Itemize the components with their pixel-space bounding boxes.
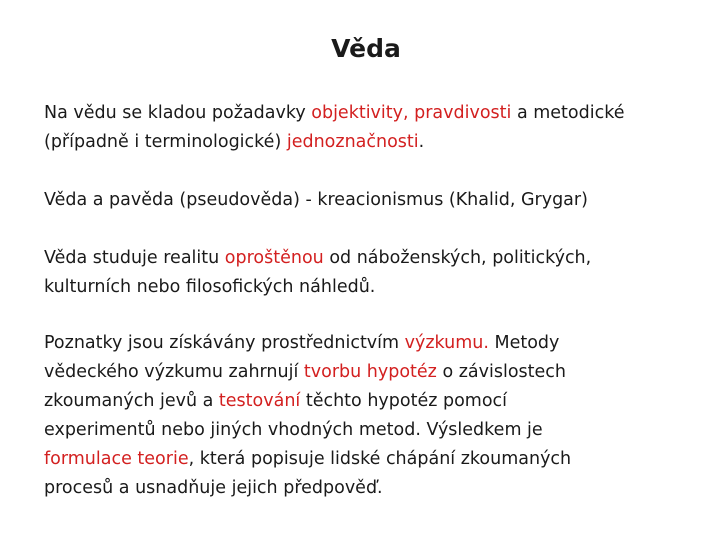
text-line <box>44 416 694 445</box>
highlighted-term: formulace teorie <box>44 449 189 469</box>
text-line <box>44 99 694 128</box>
text-segment: vědeckého výzkumu zahrnují <box>44 362 304 382</box>
highlighted-term: objektivity, pravdivosti <box>311 103 512 123</box>
text-segment: Věda studuje realitu <box>44 248 225 268</box>
text-segment: Metody <box>488 333 560 353</box>
text-segment: o závislostech <box>436 362 566 382</box>
highlighted-term: tvorbu hypotéz <box>303 362 437 382</box>
text-line <box>44 186 694 215</box>
paragraph-pseudoscience <box>44 186 694 215</box>
text-segment: Věda a pavěda (pseudověda) - kreacionismus (Khalid, Grygar) <box>44 190 588 210</box>
text-line <box>44 273 694 302</box>
paragraph-reality <box>44 244 694 302</box>
text-segment: procesů a usnadňuje jejich předpověď. <box>44 478 383 498</box>
text-segment: Poznatky jsou získávány prostřednictvím <box>44 333 405 353</box>
text-segment: experimentů nebo jiných vhodných metod. Výsledkem je <box>44 420 543 440</box>
text-segment: a metodické <box>511 103 625 123</box>
highlighted-term: oproštěnou <box>224 248 324 268</box>
text-line <box>44 387 694 416</box>
slide-title: Věda <box>331 34 401 63</box>
text-segment: kulturních nebo filosofických náhledů. <box>44 277 376 297</box>
text-line <box>44 329 694 358</box>
highlighted-term: výzkumu. <box>404 333 489 353</box>
text-segment: , která popisuje lidské chápání zkoumaných <box>188 449 572 469</box>
text-segment: zkoumaných jevů a <box>44 391 219 411</box>
text-line <box>44 244 694 273</box>
text-line <box>44 445 694 474</box>
text-line <box>44 128 694 157</box>
highlighted-term: testování <box>218 391 301 411</box>
text-segment: Na vědu se kladou požadavky <box>44 103 312 123</box>
paragraph-requirements <box>44 99 694 157</box>
text-line <box>44 358 694 387</box>
text-segment: těchto hypotéz pomocí <box>300 391 508 411</box>
text-segment: od náboženských, politických, <box>323 248 592 268</box>
text-line <box>44 474 694 503</box>
highlighted-term: jednoznačnosti <box>286 132 419 152</box>
text-segment: (případně i terminologické) <box>44 132 287 152</box>
text-segment: . <box>418 132 425 152</box>
paragraph-research <box>44 329 694 503</box>
